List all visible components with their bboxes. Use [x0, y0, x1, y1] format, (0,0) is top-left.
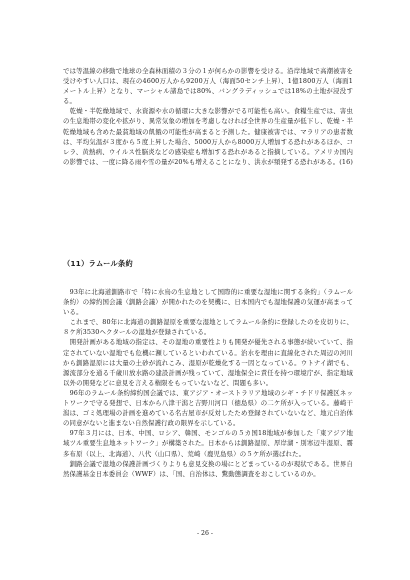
body-text-bottom	[63, 287, 353, 479]
paragraph: 開発計画がある地域の指定は、その湿地の重要性よりも開発が優先される事態が続いていて、指定されていない湿地でも危機に瀕しているといわれている。治水を理由に直線化された周辺の河川から釧路湿原には大量の土砂が流れこみ、湿原が乾燥化する一因となっている。ウトナイ湖でも、源流部分を通る千歳川放水路の建設計画が残っていて、湿地保全に責任を持つ環境庁が、指定地域以外の開発などに意見を言える権限をもっていないなど、問題も多い。	[63, 338, 353, 387]
paragraph: 乾燥・半乾燥地域で、水資源や水の循環に大きな影響がでる可能性も高い。食糧生産では、害虫の生息地帯の変化や拡がり、異常気象の増加を考慮しなければ全世界の生産量が低下し、乾燥・半乾燥地域も含めた最貧地域の飢餓の可能性が高まると予測した。健康被害では、マラリアの患者数は、平均気温が３度から５度上昇した場合、5000万人から8000万人増加する恐れがあるほか、コレラ、黄熱病、ウイルス性脳炎などの感染症も増加する恐れがあると指摘している。アメリカ国内の影響では、一度に降る雨や雪の量が20%も増えることになり、洪水が頻発する恐れがある。(16)	[63, 107, 353, 166]
paragraph: 釧路会議で湿地の保護計画づくりよりも意見交換の場にとどまっているのが現状である。世界自然保護基金日本委員会（WWF）は、「国、自治体は、驚動態調査をおこしているのか。	[63, 459, 353, 478]
paragraph: では等温線の移動で地球の全森林面積の３分の１が何らかの影響を受ける。沿岸地域で高潮被害を受けやすい人口は、現在の4600万人から9200万人（海面50センチ上昇）、1億1800万人（海面1メートル上昇）となり、マーシャル諸島では80%、バングラディッシュでは18%の土地が浸没する。	[63, 67, 353, 106]
paragraph: 93年に北海道釧路市で「特に水鳥の生息地として国際的に重要な湿地に関する条約」（ラムール条約）の締約国会議（釧路会議）が開かれたのを契機に、日本国内でも湿地保護の気運が高まっている。	[63, 288, 353, 317]
section-heading: （11）ラムール条約	[63, 259, 133, 268]
page-number: - 26 -	[197, 530, 213, 537]
paragraph: 97年３月には、日本、中国、ロシア、韓国、モンゴルの５カ国18地域が参加した「東アジア地域ツル重要生息地ネットワーク」が構築された。日本からは釧路湿原、厚岸湖・別寒辺牛湿原、霧多布原（以上、北海道）、八代（山口県）、荒崎（鹿児島県）の５ケ所が選ばれた。	[63, 429, 353, 458]
body-text-top	[63, 66, 353, 167]
paragraph: 96年のラムール条約締約国会議では、東アジア・オーストラリア地域のシギ・チドリ保護区ネットワークで守る発想で、日本から八津干潟と吉野川河口（徳島県）の二ケ所が入っている。藤崎干潟は、ゴミ処理場の計画を進めている名古屋市が反対したため登録されていないなど、地元自治体の同意がないと進まない自然保護行政の限界を示している。	[63, 388, 353, 428]
paragraph: これまで、80年に北海道の釧路湿原を重要な湿地としてラムール条約に登録したのを皮切りに、８ケ所3530ヘクタールの湿地が登録されている。	[63, 318, 353, 337]
